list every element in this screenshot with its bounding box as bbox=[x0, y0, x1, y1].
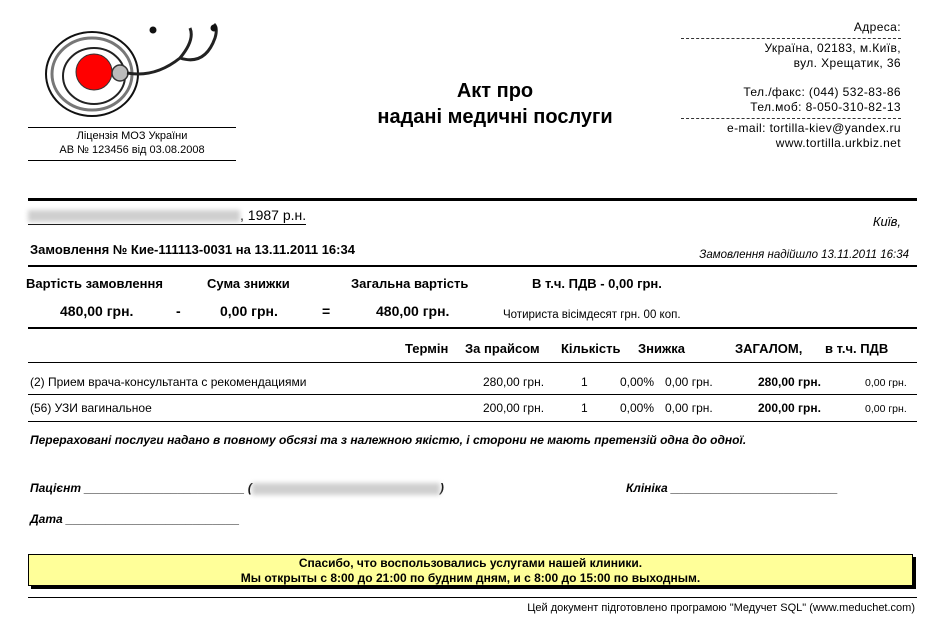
address-label: Адреса: bbox=[853, 20, 901, 34]
row-price: 280,00 грн. bbox=[483, 375, 545, 389]
table-bottom-rule bbox=[28, 421, 917, 422]
table-header bbox=[0, 341, 947, 357]
completion-statement: Перераховані послуги надано в повному обсязі та з належною якістю, і сторони не мають претензій одна до одної. bbox=[30, 433, 747, 447]
row-price: 200,00 грн. bbox=[483, 401, 545, 415]
header-total: ЗАГАЛОМ, bbox=[735, 341, 803, 356]
banner-line-2: Мы открыты с 8:00 до 21:00 по будним дням, и с 8:00 до 15:00 по выходным. bbox=[240, 571, 701, 585]
patient-birth: , 1987 р.н. bbox=[240, 207, 307, 223]
address-divider bbox=[681, 38, 901, 39]
total-value: 480,00 грн. bbox=[376, 303, 450, 319]
address-line-1: Україна, 02183, м.Київ, bbox=[764, 41, 901, 55]
header-vat: в т.ч. ПДВ bbox=[825, 341, 889, 356]
row-total: 200,00 грн. bbox=[758, 401, 821, 415]
clinic-logo bbox=[30, 18, 230, 130]
equals-sign: = bbox=[322, 303, 331, 319]
header-price: За прайсом bbox=[465, 341, 540, 356]
patient-line bbox=[28, 207, 306, 225]
total-in-words: Чотириста вісімдесят грн. 00 коп. bbox=[503, 309, 681, 321]
row-discount-pct: 0,00% bbox=[620, 375, 655, 389]
header-term: Термін bbox=[405, 341, 449, 356]
summary-rule-bottom bbox=[28, 327, 917, 329]
row-discount-sum: 0,00 грн. bbox=[665, 401, 713, 415]
row-qty: 1 bbox=[581, 375, 588, 389]
row-vat: 0,00 грн. bbox=[865, 377, 907, 389]
minus-sign: - bbox=[176, 303, 181, 319]
license-block bbox=[28, 127, 236, 161]
address-email: e-mail: tortilla-kiev@yandex.ru bbox=[727, 121, 901, 135]
vat-label: В т.ч. ПДВ - 0,00 грн. bbox=[532, 276, 662, 291]
patient-name-redacted-2 bbox=[252, 483, 440, 495]
license-line-2: АВ № 123456 від 03.08.2008 bbox=[59, 144, 205, 156]
address-web: www.tortilla.urkbiz.net bbox=[775, 136, 901, 150]
address-phone: Тел./факс: (044) 532-83-86 bbox=[743, 85, 901, 99]
discount-label: Сума знижки bbox=[207, 276, 290, 291]
table-header-rule bbox=[28, 362, 917, 363]
title-line-1: Акт про bbox=[456, 80, 534, 102]
address-divider-2 bbox=[681, 118, 901, 119]
total-label: Загальна вартість bbox=[351, 276, 469, 291]
patient-name-redacted bbox=[28, 210, 240, 222]
row-discount-sum: 0,00 грн. bbox=[665, 375, 713, 389]
discount-value: 0,00 грн. bbox=[220, 303, 278, 319]
row-discount-pct: 0,00% bbox=[620, 401, 655, 415]
license-line-1: Ліцензія МОЗ України bbox=[76, 130, 188, 142]
header-rule bbox=[28, 198, 917, 201]
row-total: 280,00 грн. bbox=[758, 375, 821, 389]
table-row-rule bbox=[28, 394, 917, 395]
title-line-2: надані медичні послуги bbox=[377, 106, 613, 128]
banner-line-1: Спасибо, что воспользовались услугами нашей клиники. bbox=[298, 556, 643, 570]
patient-signature-close: ) bbox=[439, 481, 444, 495]
address-block bbox=[681, 20, 901, 151]
row-service-name: (56) УЗИ вагинальное bbox=[30, 401, 152, 415]
footer-note: Цей документ підготовлено програмою "Медучет SQL" (www.meduchet.com) bbox=[527, 602, 915, 614]
header-qty: Кількість bbox=[561, 341, 621, 356]
table-row bbox=[0, 401, 947, 417]
city: Київ, bbox=[872, 214, 901, 229]
address-line-2: вул. Хрещатик, 36 bbox=[793, 56, 901, 70]
cost-value: 480,00 грн. bbox=[60, 303, 134, 319]
row-service-name: (2) Прием врача-консультанта с рекомендациями bbox=[30, 375, 307, 389]
order-received: Замовлення надійшло 13.11.2011 16:34 bbox=[699, 249, 909, 261]
summary-rule-top bbox=[28, 265, 917, 267]
patient-signature-line bbox=[30, 481, 444, 495]
info-banner bbox=[28, 554, 913, 586]
row-qty: 1 bbox=[581, 401, 588, 415]
document-title bbox=[330, 78, 660, 130]
cost-label: Вартість замовлення bbox=[26, 276, 163, 291]
header-discount: Знижка bbox=[638, 341, 685, 356]
date-line: Дата __________________________ bbox=[30, 512, 240, 526]
clinic-signature-line: Клініка _________________________ bbox=[626, 481, 838, 495]
table-row bbox=[0, 375, 947, 391]
row-vat: 0,00 грн. bbox=[865, 403, 907, 415]
patient-signature-label: Пацієнт ________________________ ( bbox=[30, 481, 252, 495]
footer-rule bbox=[28, 597, 917, 598]
address-mobile: Тел.моб: 8-050-310-82-13 bbox=[750, 100, 901, 114]
order-number: Замовлення № Кие-111113-0031 на 13.11.2011 16:34 bbox=[30, 242, 355, 257]
